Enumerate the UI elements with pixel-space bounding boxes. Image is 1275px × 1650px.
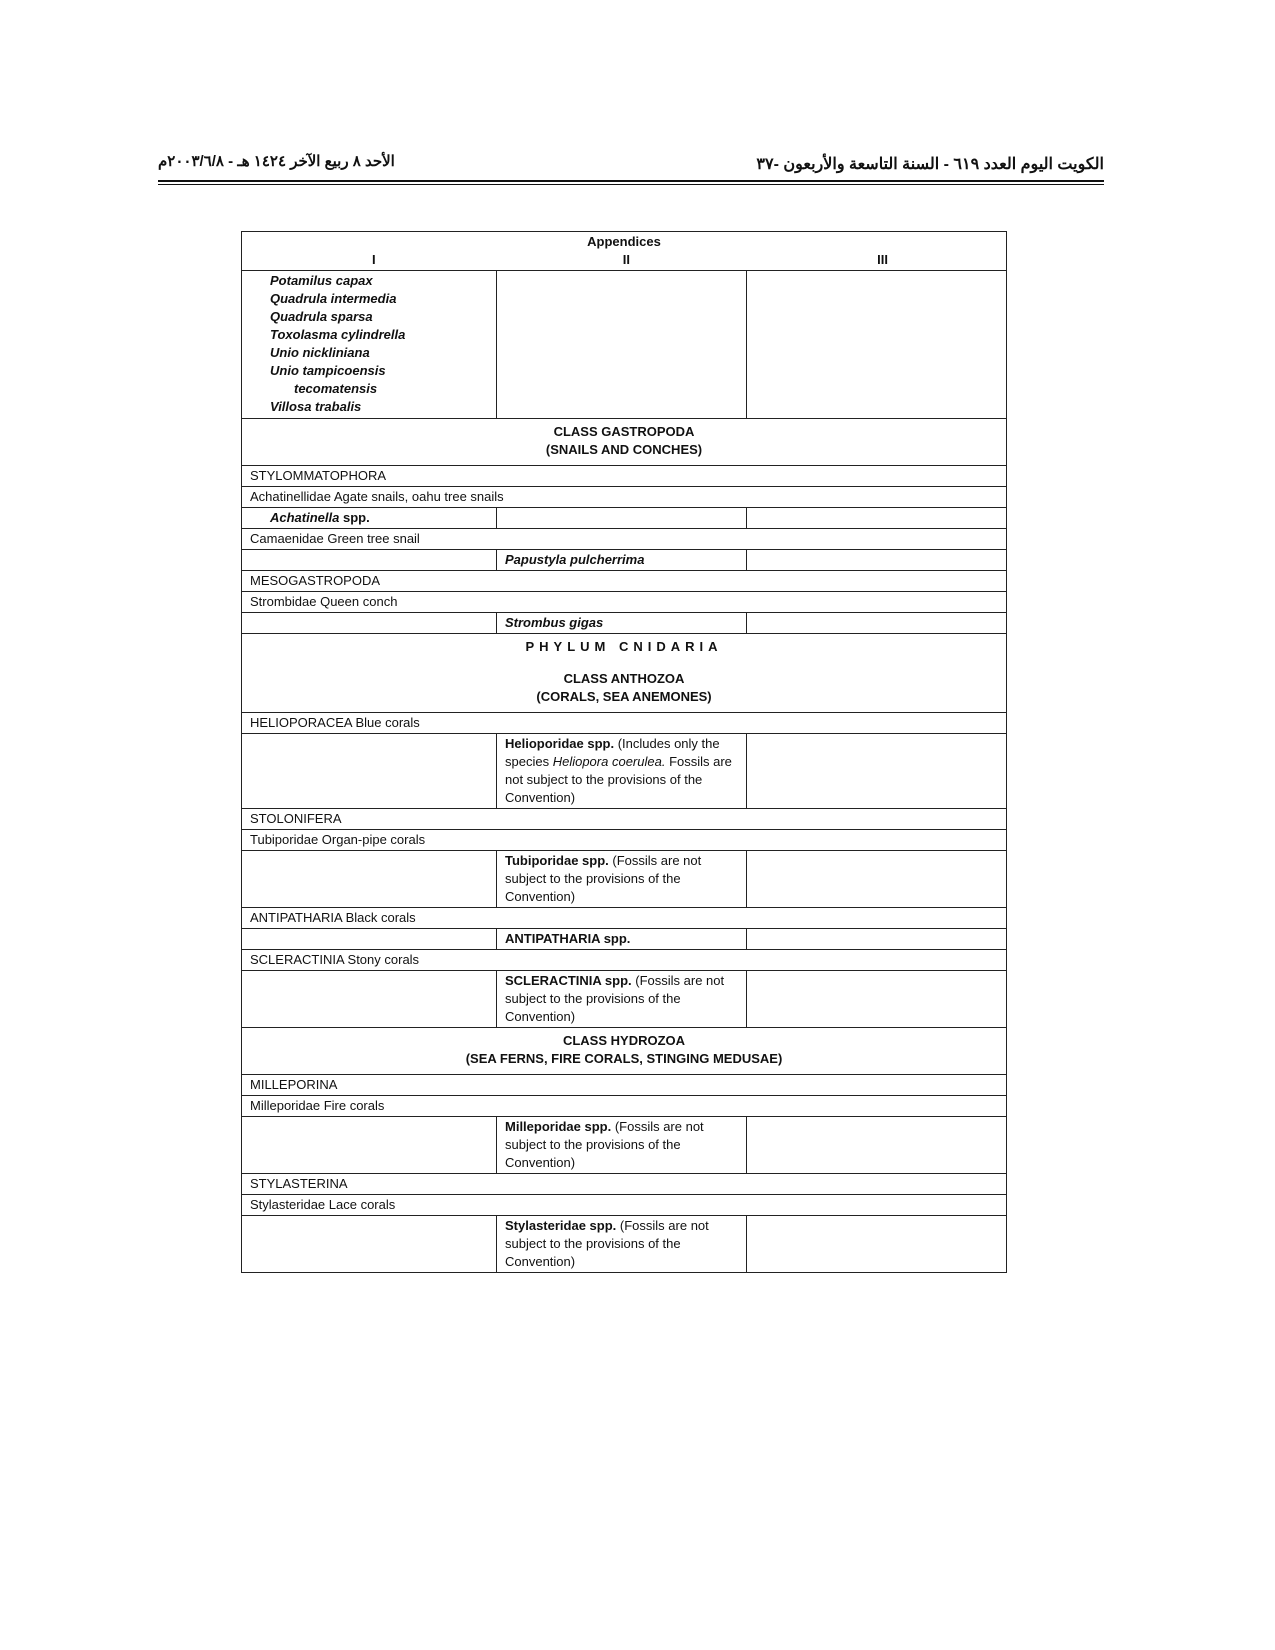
table-row <box>242 734 1007 809</box>
appendices-title: Appendices <box>587 234 661 249</box>
col-iii-label: III <box>877 252 888 267</box>
table-row <box>242 851 1007 908</box>
page-header <box>158 148 1104 178</box>
table-row <box>242 1096 1007 1117</box>
class-hydrozoa-heading <box>242 1028 1007 1075</box>
family-label: Achatinellidae Agate snails, oahu tree snails <box>242 487 1007 508</box>
table-row <box>242 1174 1007 1195</box>
empty-cell <box>242 971 497 1028</box>
genus-name: Achatinella <box>270 510 340 525</box>
empty-cell <box>242 550 497 571</box>
table-row <box>242 950 1007 971</box>
class-anthozoa-subtitle: (CORALS, SEA ANEMONES) <box>536 689 712 704</box>
empty-cell <box>242 929 497 950</box>
table-row <box>242 550 1007 571</box>
table-row <box>242 929 1007 950</box>
family-label: Strombidae Queen conch <box>242 592 1007 613</box>
table-row <box>242 613 1007 634</box>
order-label: STYLOMMATOPHORA <box>242 466 1007 487</box>
header-rule-thin <box>158 184 1104 185</box>
empty-cell <box>747 851 1007 908</box>
empty-cell <box>242 1216 497 1273</box>
species-cell: Stylasteridae spp. (Fossils are not subject to the provisions of the Convention) <box>497 1216 747 1273</box>
appendices-header <box>242 232 1007 271</box>
empty-cell <box>747 929 1007 950</box>
col-ii-label: II <box>622 252 630 267</box>
table-row <box>242 487 1007 508</box>
species-cell <box>242 508 497 529</box>
table-row <box>242 1195 1007 1216</box>
table-row <box>242 713 1007 734</box>
species-cell: Strombus gigas <box>497 613 747 634</box>
empty-cell <box>747 550 1007 571</box>
phylum-title: PHYLUM CNIDARIA <box>525 639 723 654</box>
species-item: Unio nickliniana <box>270 345 370 360</box>
species-item: tecomatensis <box>294 381 378 396</box>
class-anthozoa-title: CLASS ANTHOZOA <box>563 671 685 686</box>
species-item: Villosa trabalis <box>270 399 362 414</box>
table-row <box>242 809 1007 830</box>
empty-cell <box>747 971 1007 1028</box>
order-label: MILLEPORINA <box>242 1075 1007 1096</box>
section-heading-row <box>242 419 1007 466</box>
section-heading-row <box>242 1028 1007 1075</box>
section-heading-row <box>242 634 1007 713</box>
class-gastropoda-heading <box>242 419 1007 466</box>
empty-cell <box>242 613 497 634</box>
species-cell: ANTIPATHARIA spp. <box>497 929 747 950</box>
order-label: SCLERACTINIA Stony corals <box>242 950 1007 971</box>
species-item: Toxolasma cylindrella <box>270 327 406 342</box>
empty-cell <box>747 613 1007 634</box>
species-item: Quadrula sparsa <box>270 309 373 324</box>
empty-cell <box>747 734 1007 809</box>
species-cell: Papustyla pulcherrima <box>497 550 747 571</box>
species-item: Potamilus capax <box>270 273 373 288</box>
col-i-label: I <box>372 252 376 267</box>
table-row <box>242 466 1007 487</box>
species-list <box>242 271 497 419</box>
order-label: STYLASTERINA <box>242 1174 1007 1195</box>
family-label: Tubiporidae Organ-pipe corals <box>242 830 1007 851</box>
order-label: MESOGASTROPODA <box>242 571 1007 592</box>
class-hydrozoa-subtitle: (SEA FERNS, FIRE CORALS, STINGING MEDUSAE) <box>465 1051 783 1066</box>
family-label: Milleporidae Fire corals <box>242 1096 1007 1117</box>
table-row <box>242 592 1007 613</box>
empty-cell <box>747 1216 1007 1273</box>
table-row <box>242 971 1007 1028</box>
empty-cell <box>747 271 1007 419</box>
spp-label: spp. <box>342 510 370 525</box>
class-gastropoda-subtitle: (SNAILS AND CONCHES) <box>545 442 703 457</box>
table-row <box>242 908 1007 929</box>
table-row <box>242 1117 1007 1174</box>
empty-cell <box>242 1117 497 1174</box>
table-row <box>242 529 1007 550</box>
table-row <box>242 1216 1007 1273</box>
header-issue: الكويت اليوم العدد ٦١٩ - السنة التاسعة والأربعون -٣٧ <box>756 156 1104 173</box>
species-item: Quadrula intermedia <box>270 291 397 306</box>
order-label: STOLONIFERA <box>242 809 1007 830</box>
empty-cell <box>497 271 747 419</box>
table-row <box>242 508 1007 529</box>
family-label: Stylasteridae Lace corals <box>242 1195 1007 1216</box>
class-gastropoda-title: CLASS GASTROPODA <box>553 424 695 439</box>
species-cell: Helioporidae spp. (Includes only the species Heliopora coerulea. Fossils are not subject to the provisions of the Convention) <box>497 734 747 809</box>
empty-cell <box>497 508 747 529</box>
empty-cell <box>747 1117 1007 1174</box>
species-cell: Tubiporidae spp. (Fossils are not subject to the provisions of the Convention) <box>497 851 747 908</box>
table-row <box>242 830 1007 851</box>
appendices-table <box>241 231 1007 1273</box>
species-cell: SCLERACTINIA spp. (Fossils are not subject to the provisions of the Convention) <box>497 971 747 1028</box>
empty-cell <box>242 851 497 908</box>
table-row <box>242 271 1007 419</box>
table-row <box>242 1075 1007 1096</box>
empty-cell <box>242 734 497 809</box>
phylum-heading <box>242 634 1007 713</box>
header-date: الأحد ٨ ربيع الآخر ١٤٢٤ هـ - ٢٠٠٣/٦/٨م <box>158 153 395 170</box>
table-row <box>242 571 1007 592</box>
empty-cell <box>747 508 1007 529</box>
species-item: Unio tampicoensis <box>270 363 386 378</box>
table-header-row <box>242 232 1007 271</box>
order-label: ANTIPATHARIA Black corals <box>242 908 1007 929</box>
header-rule <box>158 180 1104 182</box>
class-hydrozoa-title: CLASS HYDROZOA <box>562 1033 686 1048</box>
order-label: HELIOPORACEA Blue corals <box>242 713 1007 734</box>
family-label: Camaenidae Green tree snail <box>242 529 1007 550</box>
species-cell: Milleporidae spp. (Fossils are not subject to the provisions of the Convention) <box>497 1117 747 1174</box>
